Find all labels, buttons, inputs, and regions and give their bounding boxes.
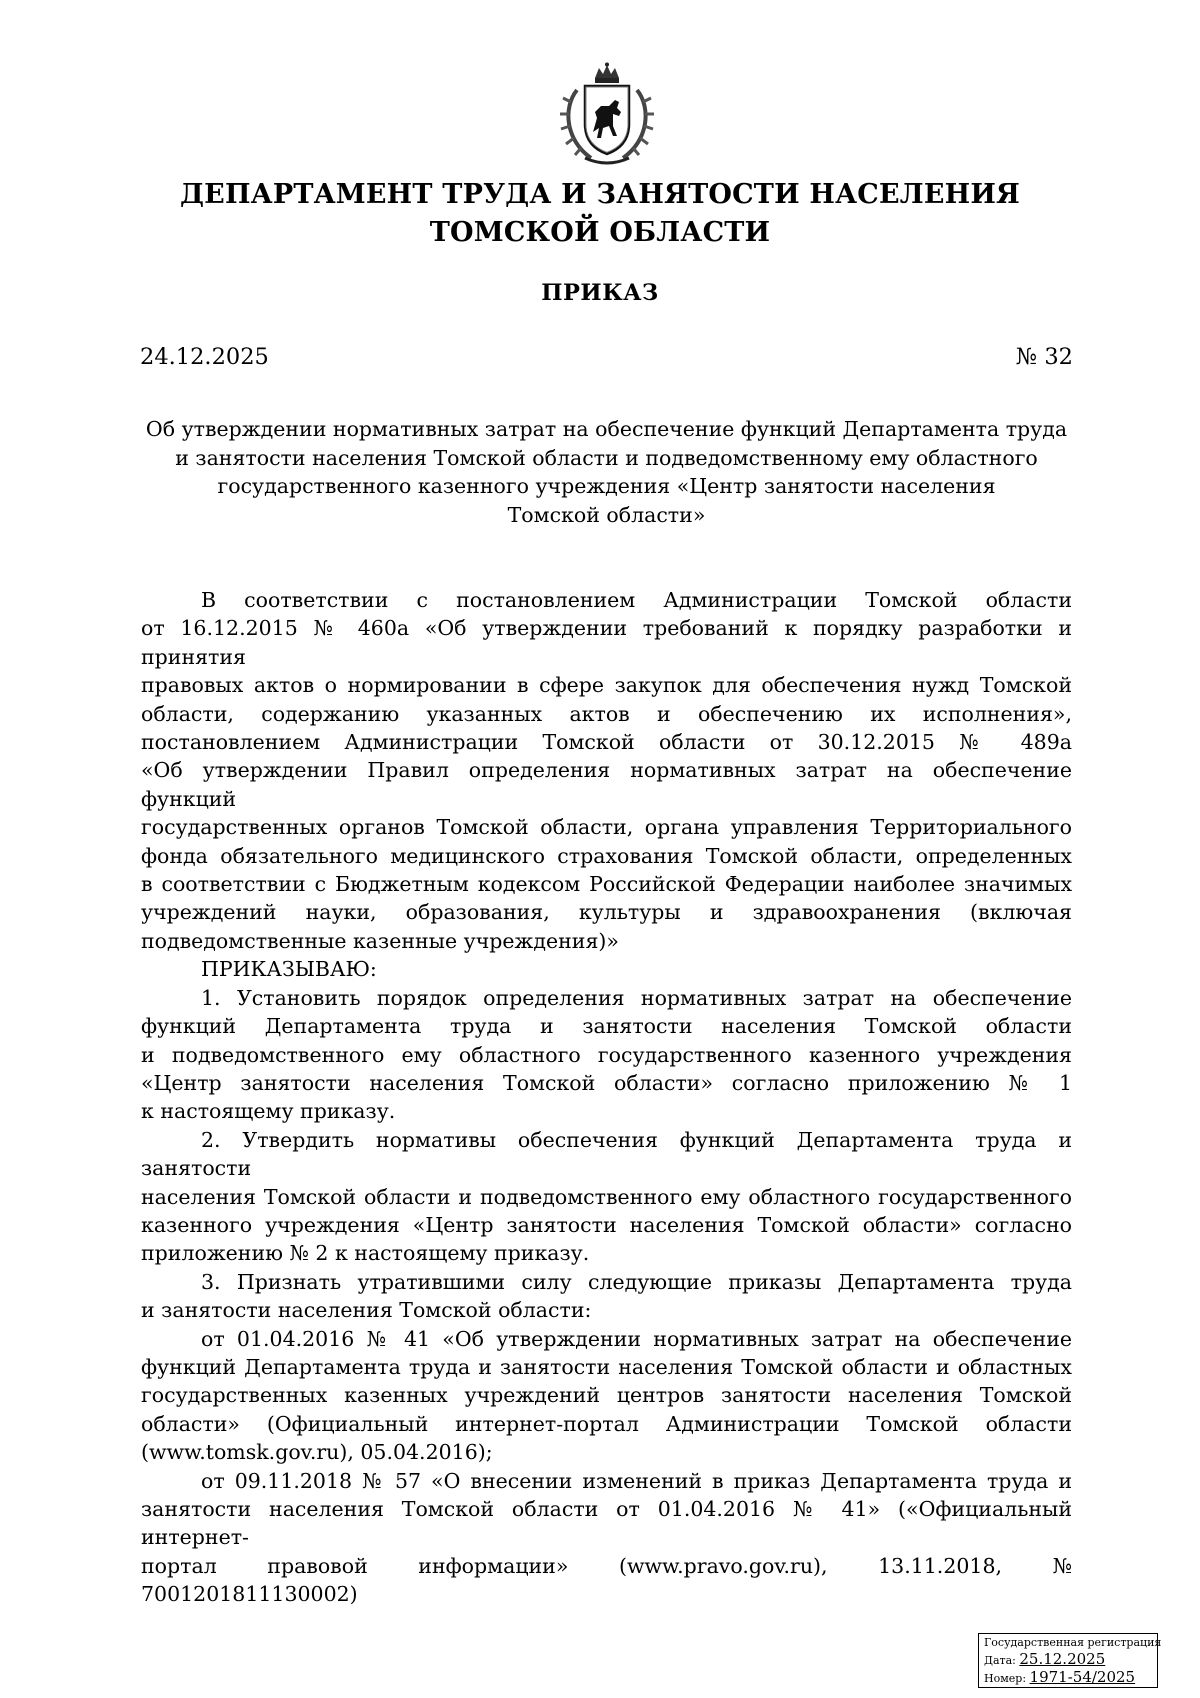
order-date: 24.12.2025 (140, 344, 269, 370)
item-3a-line: (www.tomsk.gov.ru), 05.04.2016); (141, 1440, 493, 1465)
body-line: правовых актов о нормировании в сфере закупок для обеспечения нужд Томской (141, 673, 1072, 698)
body-line: от 16.12.2015 № 460а «Об утверждении требований к порядку разработки и принятия (141, 616, 1072, 669)
body-line: учреждений науки, образования, культуры и здравоохранения (включая (141, 900, 1072, 925)
item-1-line: 1. Установить порядок определения нормативных затрат на обеспечение (201, 985, 1072, 1010)
item-3a-line: области» (Официальный интернет-портал Администрации Томской области (141, 1411, 1072, 1436)
registration-stamp (978, 1633, 1162, 1688)
item-3a-line: государственных казенных учреждений центров занятости населения Томской (141, 1383, 1072, 1408)
item-3b-line: портал правовой информации» (www.pravo.gov.ru), 13.11.2018, № 7001201811130002) (141, 1553, 1072, 1607)
coat-of-arms-icon (555, 62, 659, 168)
document-type: ПРИКАЗ (541, 280, 659, 306)
item-2-line: 2. Утвердить нормативы обеспечения функций Департамента труда и занятости (141, 1127, 1072, 1181)
item-2-line: населения Томской области и подведомственного ему областного государственного (141, 1184, 1072, 1209)
body-line: В соответствии с постановлением Администрации Томской области (201, 588, 1072, 612)
body-line: государственных органов Томской области, органа управления Территориального (141, 815, 1072, 840)
body-line: области, содержанию указанных актов и обеспечению их исполнения», (141, 701, 1072, 726)
registration-date-value: 25.12.2025 (1019, 1650, 1106, 1668)
body-line: в соответствии с Бюджетным кодексом Российской Федерации наиболее значимых (141, 872, 1072, 897)
item-3-line: 3. Признать утратившими силу следующие приказы Департамента труда (201, 1269, 1072, 1294)
registration-title: Государственная регистрация (984, 1636, 1162, 1649)
subject-line: и занятости населения Томской области и подведомственному ему областного (175, 445, 1038, 470)
item-1-line: и подведомственного ему областного государственного казенного учреждения (141, 1042, 1072, 1067)
item-1-line: функций Департамента труда и занятости населения Томской области (141, 1014, 1072, 1039)
order-subject (140, 415, 1073, 529)
item-3a-line: функций Департамента труда и занятости населения Томской области и областных (141, 1354, 1072, 1379)
item-3a-line: от 01.04.2016 № 41 «Об утверждении нормативных затрат на обеспечение (201, 1326, 1072, 1351)
registration-number-label: Номер: (984, 1672, 1027, 1685)
item-2-line: казенного учреждения «Центр занятости населения Томской области» согласно (141, 1212, 1072, 1237)
subject-line: Об утверждении нормативных затрат на обеспечение функций Департамента труда (145, 417, 1068, 441)
registration-number-row (984, 1669, 1152, 1687)
registration-date-row (984, 1651, 1152, 1669)
order-body (141, 586, 1072, 1609)
subject-line: Томской области» (507, 502, 706, 527)
body-line: «Об утверждении Правил определения нормативных затрат на обеспечение функций (141, 758, 1072, 811)
registration-number-value: 1971-54/2025 (1029, 1668, 1136, 1686)
department-header (0, 176, 1200, 252)
item-2-line: приложению № 2 к настоящему приказу. (141, 1241, 590, 1266)
item-3b-line: занятости населения Томской области от 01.04.2016 № 41» («Официальный интернет- (141, 1497, 1072, 1550)
item-3b-line: от 09.11.2018 № 57 «О внесении изменений в приказ Департамента труда и (201, 1468, 1072, 1493)
order-number: № 32 (1015, 344, 1073, 370)
department-name-line2: ТОМСКОЙ ОБЛАСТИ (429, 217, 771, 248)
body-line: фонда обязательного медицинского страхования Томской области, определенных (141, 843, 1072, 868)
body-line: постановлением Администрации Томской области от 30.12.2015 № 489а (141, 730, 1072, 755)
department-name-line1: ДЕПАРТАМЕНТ ТРУДА И ЗАНЯТОСТИ НАСЕЛЕНИЯ (179, 179, 1021, 210)
body-line: подведомственные казенные учреждения)» (141, 928, 619, 953)
order-word: ПРИКАЗЫВАЮ: (201, 957, 377, 982)
subject-line: государственного казенного учреждения «Центр занятости населения (217, 474, 996, 498)
item-1-line: к настоящему приказу. (141, 1099, 396, 1124)
item-3-line: и занятости населения Томской области: (141, 1298, 592, 1323)
registration-date-label: Дата: (984, 1654, 1016, 1667)
item-1-line: «Центр занятости населения Томской области» согласно приложению № 1 (141, 1070, 1072, 1095)
